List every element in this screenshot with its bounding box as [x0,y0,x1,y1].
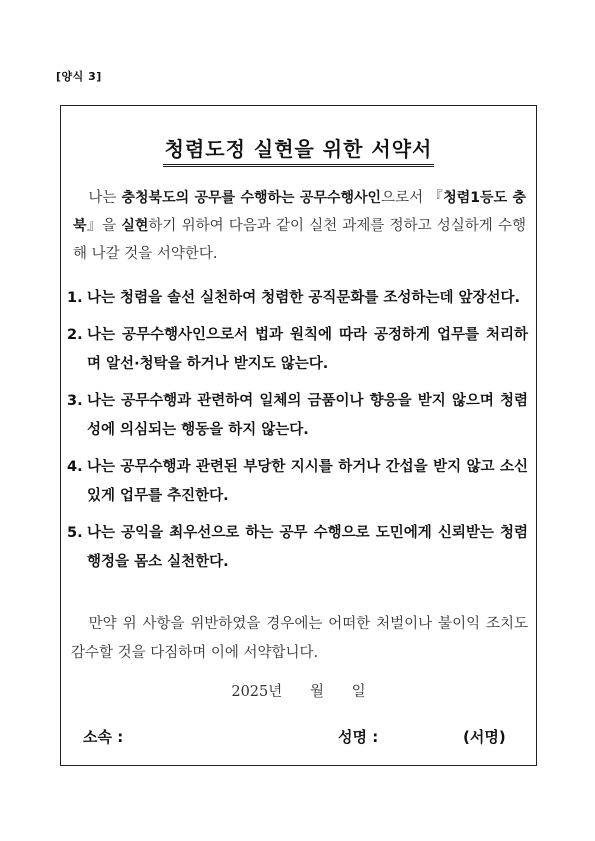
intro-text-2: 으로서 『 [381,190,444,206]
name-label: 성명 : [338,728,379,746]
pledge-item-number: 3. [67,393,83,409]
intro-org: 충청북도의 공무를 수행하는 공무수행사인 [121,190,382,206]
pledge-title: 청렴도정 실현을 위한 서약서 [163,136,435,167]
form-number-label: [양식 3] [56,70,102,83]
pledge-frame [60,105,537,766]
title-wrap [61,136,536,167]
pledge-item-text: 나는 공무수행과 관련된 부당한 지시를 하거나 간섭을 받지 않고 소신 있게 업무를 추진한다. [87,459,528,504]
signature-row [61,726,536,750]
pledge-items [67,284,528,585]
date-day: 일 [351,684,366,700]
intro-slogan: 청렴1등도 충북 [73,190,526,234]
pledge-item-number: 4. [67,459,83,475]
intro-paragraph [73,184,526,268]
closing-paragraph [71,610,528,668]
pledge-item [67,453,528,511]
signature-label: (서명) [463,728,506,746]
intro-text-1: 나는 [88,190,122,206]
pledge-item-number: 5. [67,525,83,541]
pledge-item-text: 나는 공익을 최우선으로 하는 공무 수행으로 도민에게 신뢰받는 청렴행정을 몸소 실천한다. [87,525,528,570]
affiliation-label: 소속 : [83,728,124,746]
intro-realize: 실현 [121,218,149,234]
date-month: 월 [309,684,324,700]
intro-text-4: 하기 위하여 다음과 같이 실천 과제를 정하고 성실하게 수행해 나갈 것을 서약한다. [73,218,526,262]
pledge-item-text: 나는 공무수행사인으로서 법과 원칙에 따라 공정하게 업무를 처리하며 알선·청탁을 하거나 받지도 않는다. [87,327,528,372]
pledge-item [67,321,528,379]
pledge-item [67,519,528,577]
pledge-item-text: 나는 청렴을 솔선 실천하여 청렴한 공직문화를 조성하는데 앞장선다. [87,290,521,306]
pledge-item [67,387,528,445]
closing-text: 만약 위 사항을 위반하였을 경우에는 어떠한 처벌이나 불이익 조치도 감수할 것을 다짐하며 이에 서약합니다. [71,616,528,661]
pledge-item-number: 2. [67,327,83,343]
date-year: 2025년 [231,684,283,700]
pledge-item [67,284,528,313]
pledge-date [61,680,536,701]
pledge-item-text: 나는 공무수행과 관련하여 일체의 금품이나 향응을 받지 않으며 청렴성에 의심되는 행동을 하지 않는다. [87,393,528,438]
pledge-item-number: 1. [67,290,83,306]
intro-text-3: 』을 [86,218,122,234]
